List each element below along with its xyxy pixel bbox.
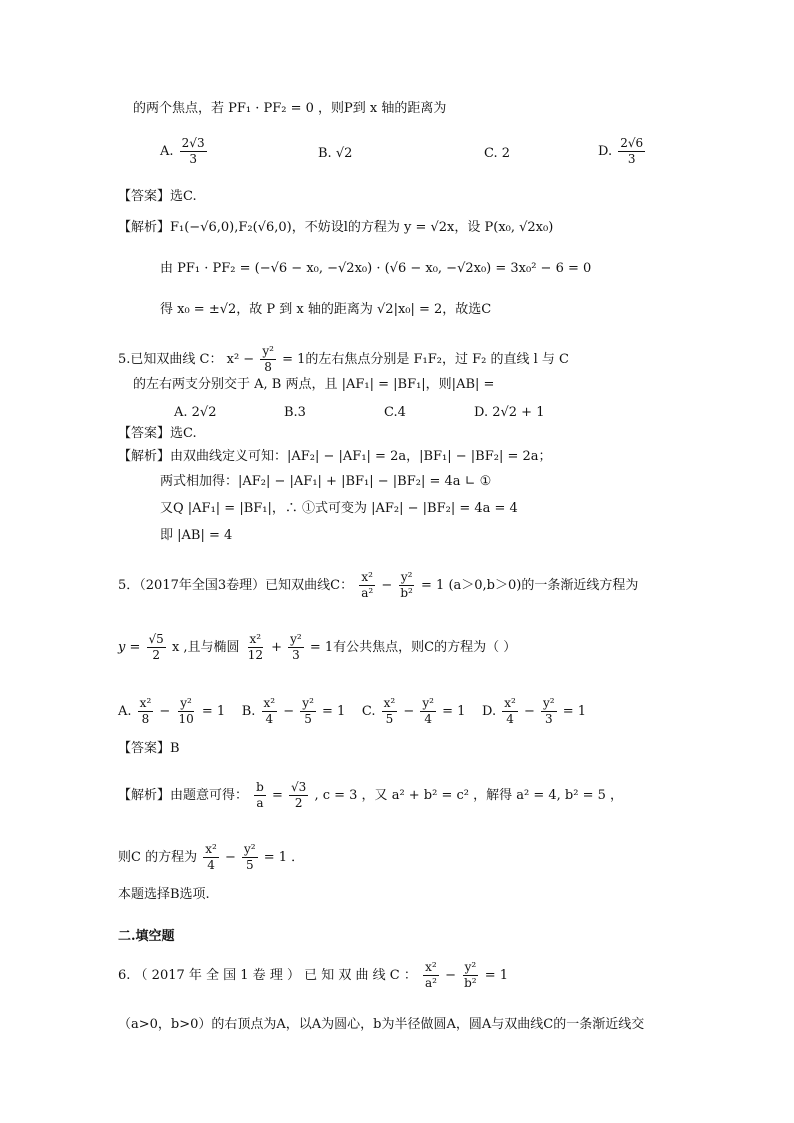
q5b-option-b: B. $\frac{\text{x²}}{4}$ − $\frac{\text{y²}}{5}$ = 1 [241,696,346,726]
q5b-option-a: A. $\frac{\text{x²}}{8}$ − $\frac{\text{y²}}{10}$ = 1 [118,696,226,726]
q4-option-c: C. 2 [484,146,511,161]
q5a-solution-line-4: 即 |AB| = 4 [160,528,233,543]
q5a-solution-line-1: 【解析】由双曲线定义可知：|AF₂| − |AF₁| = 2a，|BF₁| − |BF₂| = 2a； [118,449,552,464]
q5b-stem-line-2: y = $\frac{√5}{2}$ x ,且与椭圆 $\frac{\text{x²}}{12}$ + $\frac{\text{y²}}{3}$ = 1有公共焦点，则C的方程为（ ） [118,632,517,662]
q5a-option-a: A. 2√2 [174,405,217,420]
q6-stem-line-2: （a>0，b>0）的右顶点为A，以A为圆心，b为半径做圆A，圆A与双曲线C的一条渐近线交 [118,1017,645,1032]
q5b-solution-line-1: 【解析】由题意可得： $\frac{b}{a}$ = $\frac{√3}{2}$ , c = 3 ，又 a² + b² = c² ，解得 a² = 4, b² = 5 ， [118,780,624,810]
q4-stem: 的两个焦点，若 PF₁ · PF₂ = 0 ，则P到 x 轴的距离为 [133,101,447,116]
q6-stem-line-1: 6. （ 2017 年 全 国 1 卷 理 ） 已 知 双 曲 线 C ： $\frac{\text{x²}}{\text{a²}}$ − $\frac{\text{y²}}{\text{b²}}$ = 1 [118,960,509,990]
q5b-options [118,696,586,727]
q5a-option-b: B.3 [284,405,306,420]
q5b-option-c: C. $\frac{\text{x²}}{5}$ − $\frac{\text{y²}}{4}$ = 1 [361,696,466,726]
q4-option-a: A. $\frac{2√3}{3}$ [160,136,205,166]
q5a-stem-line-2: 的左右两支分别交于 A, B 两点，且 |AF₁| = |BF₁|，则|AB| = [133,377,495,392]
q4-option-b: B. √2 [318,146,353,161]
q4-option-d: D. $\frac{2√6}{3}$ [598,136,644,166]
q5b-conclusion: 本题选择B选项. [118,887,210,902]
q4-solution-line-3: 得 x₀ = ±√2，故 P 到 x 轴的距离为 √2|x₀| = 2，故选C [160,302,492,317]
q5a-answer: 【答案】选C. [118,426,197,441]
q4-solution-line-1: 【解析】F₁(−√6,0),F₂(√6,0)，不妨设l的方程为 y = √2x，设 P(x₀, √2x₀) [118,220,554,235]
q5b-answer: 【答案】B [118,741,180,756]
q5a-option-c: C.4 [384,405,406,420]
q5a-solution-line-2: 两式相加得：|AF₂| − |AF₁| + |BF₁| − |BF₂| = 4a ∟ ① [160,474,492,489]
q5a-option-d: D. 2√2 + 1 [474,405,545,420]
q5b-solution-line-2: 则C 的方程为 $\frac{\text{x²}}{4}$ − $\frac{\text{y²}}{5}$ = 1 ． [118,842,305,872]
q5b-stem-line-1: 5．（2017年全国3卷理）已知双曲线C： $\frac{\text{x²}}{\text{a²}}$ − $\frac{\text{y²}}{\text{b²}}$ = 1 (a＞0,b＞0)的一条渐近线方程为 [118,570,639,600]
section-title-fill-in: 二.填空题 [118,929,175,944]
q5b-option-d: D. $\frac{\text{x²}}{4}$ − $\frac{\text{y²}}{3}$ = 1 [481,696,587,726]
q5a-solution-line-3: 又Q |AF₁| = |BF₁|，∴ ①式可变为 |AF₂| − |BF₂| = 4a = 4 [160,501,518,516]
q5a-stem-line-1: 5.已知双曲线 C： x² − $\frac{\text{y²}}{8}$ = 1的左右焦点分别是 F₁F₂，过 F₂ 的直线 l 与 C [118,344,569,374]
q4-answer: 【答案】选C. [118,189,197,204]
q4-solution-line-2: 由 PF₁ · PF₂ = (−√6 − x₀, −√2x₀) · (√6 − x₀, −√2x₀) = 3x₀² − 6 = 0 [160,261,592,276]
